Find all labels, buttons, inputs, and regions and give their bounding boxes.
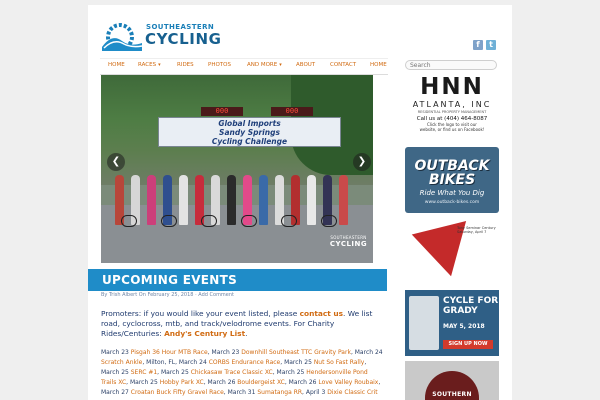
- rider: [339, 175, 348, 225]
- slider-prev-icon[interactable]: ❮: [107, 153, 125, 171]
- outback-name: OUTBACK BIKES: [414, 158, 490, 188]
- banner-line-2: Sandy Springs: [219, 128, 280, 137]
- outback-tagline: Ride What You Dig: [419, 189, 485, 197]
- hnn-tiny-2: website, or find us on Facebook!: [419, 127, 485, 132]
- grady-title: CYCLE FOR GRADY: [443, 296, 499, 316]
- nav-and-more[interactable]: [247, 62, 282, 68]
- logo-gear-icon: [100, 21, 144, 51]
- bike-wheel: [201, 215, 217, 227]
- event-link[interactable]: Pisgah 36 Hour MTB Race: [130, 349, 208, 356]
- race-clock-right: 000: [271, 107, 313, 116]
- events-title: UPCOMING EVENTS: [102, 273, 238, 287]
- nav-about[interactable]: ABOUT: [296, 62, 316, 68]
- century-list-link[interactable]: Andy's Century List: [164, 329, 246, 338]
- search-input[interactable]: [405, 60, 497, 70]
- bike-wheel: [161, 215, 177, 227]
- event-link[interactable]: Hendersonville Pond Trails XC: [101, 369, 368, 386]
- banner-line-3: Cycling Challenge: [211, 137, 288, 146]
- southern-text: SOUTHERN: [432, 391, 472, 398]
- watermark-top: SOUTHEASTERN: [330, 235, 367, 240]
- intro-text-2: . We list road, cyclocross, mtb, and track/velodrome events. For Charity Rides/Centuries:: [101, 309, 373, 338]
- outback-url: www.outback-bikes.com: [424, 200, 480, 205]
- rider: [307, 175, 316, 225]
- page-container: [88, 5, 512, 400]
- nav-rides[interactable]: RIDES: [177, 62, 194, 68]
- event-link[interactable]: CORBS Endurance Race: [208, 359, 281, 366]
- race-clock-left: 000: [201, 107, 243, 116]
- event-link[interactable]: Chickasaw Trace Classic XC: [190, 369, 273, 376]
- intro-text-1: Promoters: if you would like your event listed, please: [101, 309, 300, 318]
- main-nav: [100, 58, 388, 75]
- rider: [227, 175, 236, 225]
- slider-next-icon[interactable]: ❯: [353, 153, 371, 171]
- ad-hnn-atlanta[interactable]: [405, 75, 499, 143]
- tsc-text: Tony Seminar Century Saturday, April 7: [457, 226, 496, 234]
- grady-signup-button[interactable]: SIGN UP NOW: [443, 340, 493, 349]
- rider: [179, 175, 188, 225]
- nav-races[interactable]: [138, 62, 161, 68]
- events-header-bar: [88, 269, 387, 291]
- ad-cycle-for-grady[interactable]: [405, 290, 499, 356]
- event-link[interactable]: Bouldergeist XC: [237, 379, 285, 386]
- hnn-atlanta-text: ATLANTA, INC: [412, 100, 492, 109]
- ad-outback-bikes[interactable]: [405, 147, 499, 213]
- events-intro: [101, 309, 384, 339]
- ad-southern[interactable]: [405, 361, 499, 400]
- event-link[interactable]: SERC #1: [130, 369, 158, 376]
- hnn-call-text: Call us at (404) 464-8087: [416, 116, 488, 122]
- ad-tony-seminar-century[interactable]: [405, 219, 499, 285]
- event-link[interactable]: Downhill Southeast TTC Gravity Park: [241, 349, 351, 356]
- event-link[interactable]: Croatan Buck Fifty Gravel Race: [130, 389, 224, 396]
- intro-text-3: .: [245, 329, 248, 338]
- hnn-logo-text: HNN: [420, 75, 484, 100]
- watermark-main: CYCLING: [329, 240, 368, 248]
- rider: [259, 175, 268, 225]
- nav-home[interactable]: HOME: [108, 62, 125, 68]
- chevron-down-icon: ▾: [279, 62, 282, 68]
- bike-wheel: [281, 215, 297, 227]
- post-byline: By Trish Albert On February 25, 2018 · Add Comment: [101, 292, 235, 298]
- hnn-sub-text: RESIDENTIAL PROPERTY MANAGEMENT: [417, 110, 487, 114]
- nav-home-2[interactable]: HOME: [370, 62, 387, 68]
- facebook-icon[interactable]: f: [473, 40, 483, 50]
- site-logo[interactable]: [100, 21, 230, 55]
- event-link[interactable]: Nut So Fast Rally: [313, 359, 365, 366]
- grady-date: MAY 5, 2018: [443, 323, 485, 330]
- events-listing: March 23 Pisgah 36 Hour MTB Race, March 23 Downhill Southeast TTC Gravity Park, March 24 Scratch Ankle, Milton, FL, March 24 CORBS Endurance Race, March 25 Nut So Fast Rally, March 25 SERC #1, March 25 Chickasaw Trace Classic XC, March 25 Hendersonville Pond Trails XC, March 25 Hobby Park XC, March 26 Bouldergeist XC, March 26 Love Valley Roubaix, March 27 Croatan Buck Fifty Gravel Race, March 31 Sumatanga RR, April 3 Dixie Classic Crit: [101, 349, 383, 396]
- event-link[interactable]: Dixie Classic Crit: [327, 389, 378, 396]
- brand-top-text: SOUTHEASTERN: [146, 23, 215, 31]
- event-link[interactable]: Sumatanga RR: [257, 389, 303, 396]
- hero-slider[interactable]: [101, 75, 373, 263]
- bike-wheel: [121, 215, 137, 227]
- slider-watermark: [326, 225, 371, 255]
- chevron-down-icon: ▾: [158, 62, 161, 68]
- rider: [147, 175, 156, 225]
- nav-races-label: RACES: [138, 62, 157, 68]
- event-link[interactable]: Scratch Ankle: [101, 359, 143, 366]
- contact-us-link[interactable]: contact us: [299, 309, 344, 318]
- nav-and-more-label: AND MORE: [247, 62, 278, 68]
- nav-contact[interactable]: CONTACT: [330, 62, 357, 68]
- twitter-icon[interactable]: t: [486, 40, 496, 50]
- grady-badge: [409, 296, 439, 350]
- race-banner: [159, 118, 340, 146]
- nav-photos[interactable]: PHOTOS: [208, 62, 231, 68]
- bike-wheel: [241, 215, 257, 227]
- hnn-tiny-1: Click the logo to visit our: [427, 122, 477, 127]
- banner-line-1: Global Imports: [218, 119, 281, 128]
- brand-main-text: CYCLING: [145, 30, 222, 48]
- event-link[interactable]: Hobby Park XC: [159, 379, 204, 386]
- event-link[interactable]: Love Valley Roubaix: [318, 379, 379, 386]
